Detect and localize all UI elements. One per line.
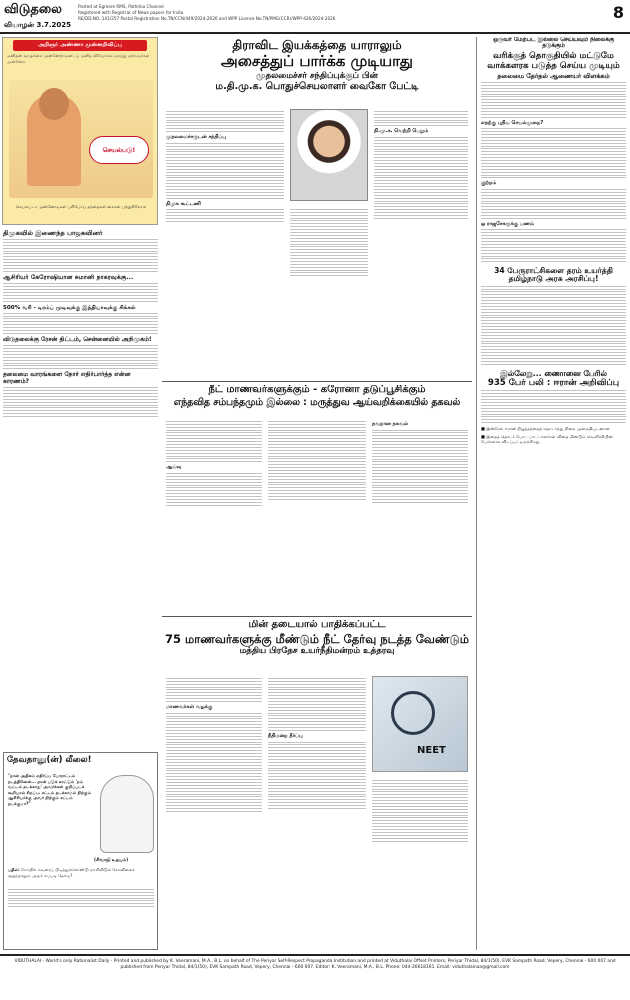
banner-illustration	[9, 80, 153, 198]
masthead-logo: விடுதலை	[4, 2, 62, 17]
cartoon-pathil: பதில்: கோயில் சுவரைப் பிடித்துக்கொண்டு மாறிவிடும் கோவிலைச் சூழ்ந்தாலும் அவர் எப்படி தேர்வு?	[8, 867, 135, 878]
sec-dmk-alliance: திமுக கூட்டணி	[166, 200, 201, 207]
anna-banner	[2, 37, 158, 225]
portrait-face	[39, 88, 69, 120]
headline-leader-reason: தலைமை வாரங்களை நோர் எதிர்பார்த்த என்ன காரணம்?	[3, 371, 131, 385]
headline-trump-tax: 500% வரி - டிரம்ப் முடிவுக்கு இந்தியாவுக்கு சிக்கல்	[3, 304, 136, 311]
iran-bullet-1: ■ இஸ்ரேல் ஈரான் நிறுத்தத்தைத் தொடர்ந்து நிலை அமைதியுடனான	[481, 426, 610, 432]
iran-headline-2: 935 பேர் பலி : ஈரான் அறிவிப்பு	[487, 378, 620, 389]
sec-rajasekar: ஒ ராஜசேகருக்கு பணம்	[481, 220, 534, 227]
footer	[0, 954, 630, 1000]
story-headline: அசைத்துப் பார்க்க முடியாது	[221, 51, 413, 70]
story-sub2: ம.தி.மு.க. பொதுச்செயலாளர் வைகோ பேட்டி	[215, 81, 419, 93]
right-column	[476, 37, 626, 950]
sec-study: ஆய்வு	[166, 464, 182, 471]
left-article-5	[3, 387, 158, 417]
sec-crime: குற்றம்	[481, 180, 497, 187]
banner-caption: செயல்படா முன்னோடிகள் பறிபோய் தந்தைகள் கைகள் பற்றுகிறோம்	[15, 204, 147, 209]
reexam-headline: 75 மாணவர்களுக்கு மீண்டும் நீட் தேர்வு நடத்த வேண்டும்	[164, 631, 470, 646]
headline-bjp-join: திமுகவில் இணைந்த பாஜகவினர்	[3, 230, 103, 237]
town-panchayat-headline: 34 பேருராட்சிகளை தரம் உயர்த்தி தமிழ்நாடு அரசு அரசிப்பு!	[494, 266, 613, 284]
neet-photo-label: NEET	[417, 745, 446, 756]
vaiko-col-1	[166, 109, 284, 224]
cartoon-box	[3, 752, 158, 950]
sec-wrong-info: தவறான தகவல்	[372, 421, 409, 427]
sec-why-new-process: எதற்கு புதிய செயல்முறை?	[481, 119, 544, 126]
neet-photo	[372, 676, 468, 772]
story-sub1: முதலமைச்சர் சந்திப்புக்குப் பின்	[256, 71, 378, 82]
cartoon-figure	[100, 775, 154, 853]
headline-teacher: ஆசிரியர் கேரோஷியான சுமானி நாகரவுக்கு...	[3, 273, 134, 281]
vaiko-photo	[290, 109, 368, 201]
cartoon-title: தேவதானு(ன்) லீலை!	[7, 755, 92, 765]
reexam-kicker: மின் தடையால் பாதிக்கப்பட்ட	[248, 620, 386, 630]
left-article-1	[3, 239, 158, 272]
sec-students-case: மாணவர்கள் வழக்கு	[166, 704, 213, 711]
vaiko-col-2	[290, 207, 368, 278]
neet-headline: எந்தவித சம்பந்தமும் இல்லை : மருத்துவ ஆய்வறிக்கையில் தகவல்	[173, 396, 461, 408]
headline-ration-scheme: விடுதலைக்கு ரேசன் திட்டம், சென்னையில் அறிமுகம்!	[3, 335, 152, 343]
left-article-2	[3, 283, 158, 301]
speech-bubble: செயல்படு!	[89, 136, 149, 164]
cartoon-signature: (சிவாஜி உதயம்)	[94, 858, 129, 863]
left-article-3	[3, 313, 158, 334]
page-number: 8	[612, 3, 624, 22]
registration-info: Posted at Egmore RMS, Pathrika Channel Registered with Registrar of News papers for India RE/DD.NO.:141/257 Postal Registration No.TN/CCN/449/2024-2026 and WPP License No.TN/PMG(CCR)/WPP-426/2024-2026	[78, 4, 336, 21]
banner-quote: மனிதன் வாழ்க்கை முன்னேற்றமடைய மனித வியோகம் மறந்து மற்றவர்கள் முன்னேற	[7, 53, 150, 64]
footer-imprint: VIDUTHALAI - World's only Rationalist Daily - Printed and published by K. Veeramani, M.A., B.L. on behalf of The Periyar Self-Respect Propaganda Institution and printed at Viduthalai Offset Printers, Periyar Thidal, 84/1(50), EVK Sampath Road, Vepery, Chennai - 600 007 and published from Periyar Thidal, 84/1(50), EVK Sampath Road, Vepery, Chennai - 600 007. Editor: K. Veeramani, M.A., B.L. Phone: 044-26618161. Email: viduthalainaa@gmail.com	[14, 959, 616, 971]
iran-bullet-2: ■ இதைத் தொடர் போட் பாட்டாளர்கள் விதை மீண்டும் வெளிச்சியின் பேர்களாக விடப்பட்டிருக்கிறது.	[481, 433, 613, 445]
sec-cm-meeting: முதலமைச்சருடன் சந்திப்பு	[166, 134, 226, 141]
neet-covid-story	[162, 385, 472, 617]
neet-reexam-story	[162, 620, 472, 950]
iran-headline-1: இல்லேறு... ணைானை பேரில்	[500, 368, 607, 378]
sec-dmk-win: தி.மு.க. வெற்றி பெறும்	[374, 128, 429, 135]
reexam-sub: மத்திய பிரதேச உயர்நீதிமன்றம் உத்தரவு	[239, 646, 395, 657]
left-article-4	[3, 345, 158, 369]
neet-kicker: நீட் மாணவர்களுக்கும் - கரோனா தடுப்பூசிக்கும்	[208, 385, 426, 395]
vaiko-story	[162, 37, 472, 382]
banner-title: அறிஞர் அண்ணா முன்னறிவிப்பு	[13, 40, 147, 51]
masthead	[0, 0, 630, 34]
vaiko-col-3	[374, 109, 468, 221]
cartoon-quote: "நான் அதிகம் எதிர்ப்பு போராட்டம் நடத்தினேன்... நான் படுக் காட்டும் 'நம் வட்டம் நடக்காது' அவர்க்கள் குறிப்படக் கூறியால் சிறப்பு. சட்டம் நடக்காமல் நிற்கும் ஆசிரியர்க்கு அவர் நிற்கும் சட்டம் நடக்குமா?"	[8, 773, 91, 806]
masthead-date: வியாழன் 3.7.2025	[4, 21, 72, 29]
stethoscope-icon	[391, 691, 435, 735]
story-kicker: திராவிட இயக்கத்தை யாராலும்	[232, 38, 402, 52]
election-sub: தலைமை தேர்தல் ஆணையர் விளக்கம்	[497, 72, 610, 81]
election-headline-1: வரிக்குத் தொகுதியில் மட்டுமே	[493, 50, 614, 61]
sec-court-verdict: நீதிமன்ற தீர்ப்பு	[268, 732, 303, 739]
election-headline-2: வாக்களரக படுத்த செய்ய முடியும்	[487, 60, 620, 71]
election-kicker: ஒருவர் மேற்பட இல்லை செய்யவும் நிலைக்கு தடுக்கும்	[492, 37, 615, 50]
left-column	[3, 230, 158, 750]
